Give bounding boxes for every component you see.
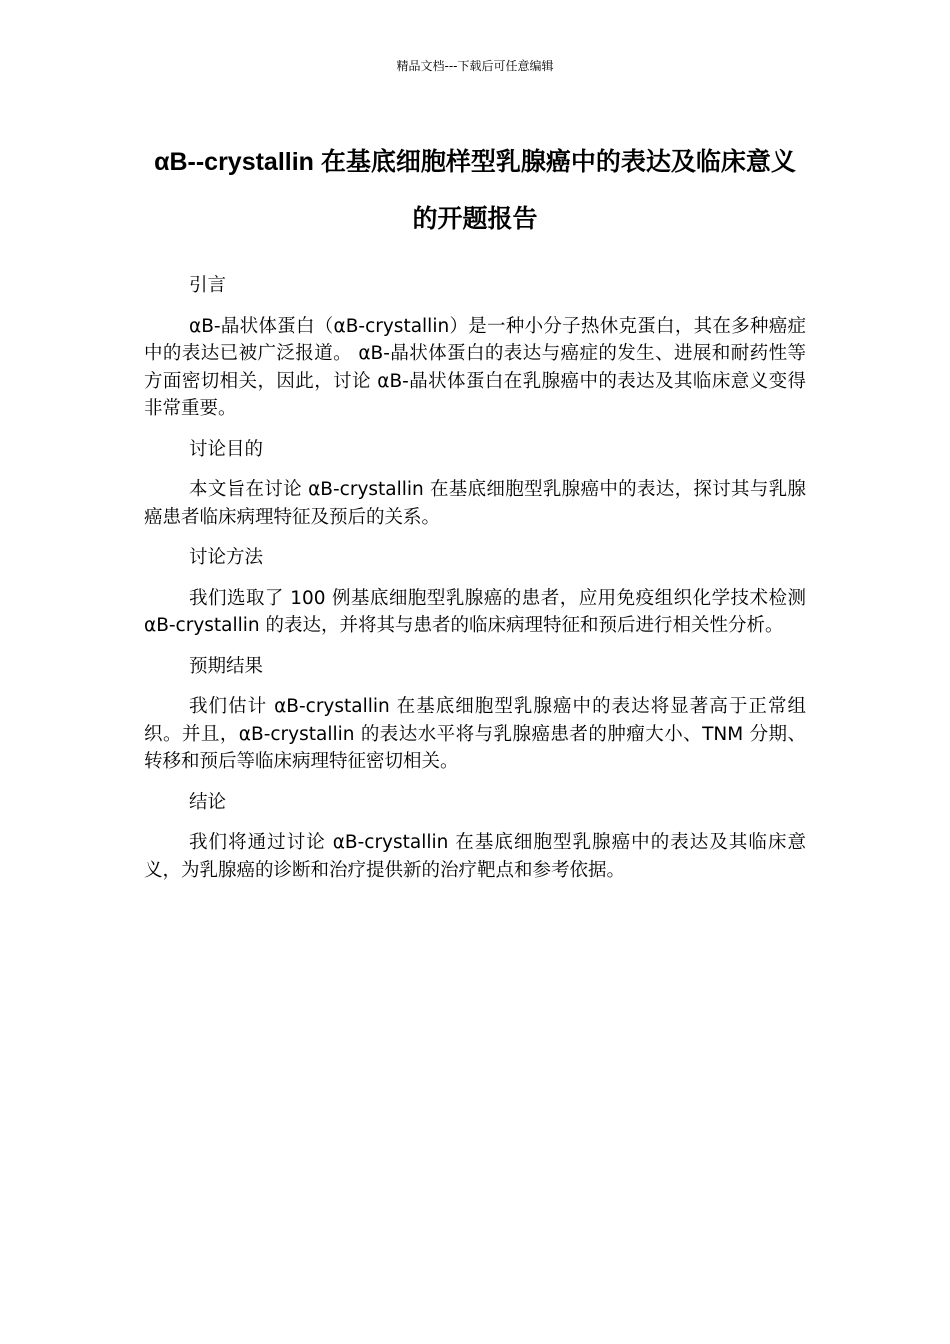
section-heading-expected-results: 预期结果 xyxy=(189,655,264,677)
document-body xyxy=(144,272,806,897)
section-body-introduction: αB-晶状体蛋白（αB-crystallin）是一种小分子热休克蛋白，其在多种癌症中的表达已被广泛报道。 αB-晶状体蛋白的表达与癌症的发生、进展和耐药性等方面密切相关，因此，讨论 αB-晶状体蛋白在乳腺癌中的表达及其临床意义变得非常重要。 xyxy=(144,315,806,419)
section-heading-methods: 讨论方法 xyxy=(189,547,264,568)
page-header: 精品文档---下载后可任意编辑 xyxy=(396,59,554,73)
section-heading-purpose: 讨论目的 xyxy=(189,438,264,460)
section-heading-introduction: 引言 xyxy=(189,275,227,296)
section-heading-conclusion: 结论 xyxy=(189,791,227,813)
section-body-methods: 我们选取了 100 例基底细胞型乳腺癌的患者，应用免疫组织化学技术检测 αB-crystallin 的表达，并将其与患者的临床病理特征和预后进行相关性分析。 xyxy=(144,587,806,636)
document-title: αB--crystallin 在基底细胞样型乳腺癌中的表达及临床意义的开题报告 xyxy=(154,148,796,233)
section-body-conclusion: 我们将通过讨论 αB-crystallin 在基底细胞型乳腺癌中的表达及其临床意义，为乳腺癌的诊断和治疗提供新的治疗靶点和参考依据。 xyxy=(144,832,806,881)
section-body-expected-results: 我们估计 αB-crystallin 在基底细胞型乳腺癌中的表达将显著高于正常组织。并且，αB-crystallin 的表达水平将与乳腺癌患者的肿瘤大小、TNM 分期、转移和预后等临床病理特征密切相关。 xyxy=(144,696,806,772)
section-body-purpose: 本文旨在讨论 αB-crystallin 在基底细胞型乳腺癌中的表达，探讨其与乳腺癌患者临床病理特征及预后的关系。 xyxy=(144,479,806,528)
